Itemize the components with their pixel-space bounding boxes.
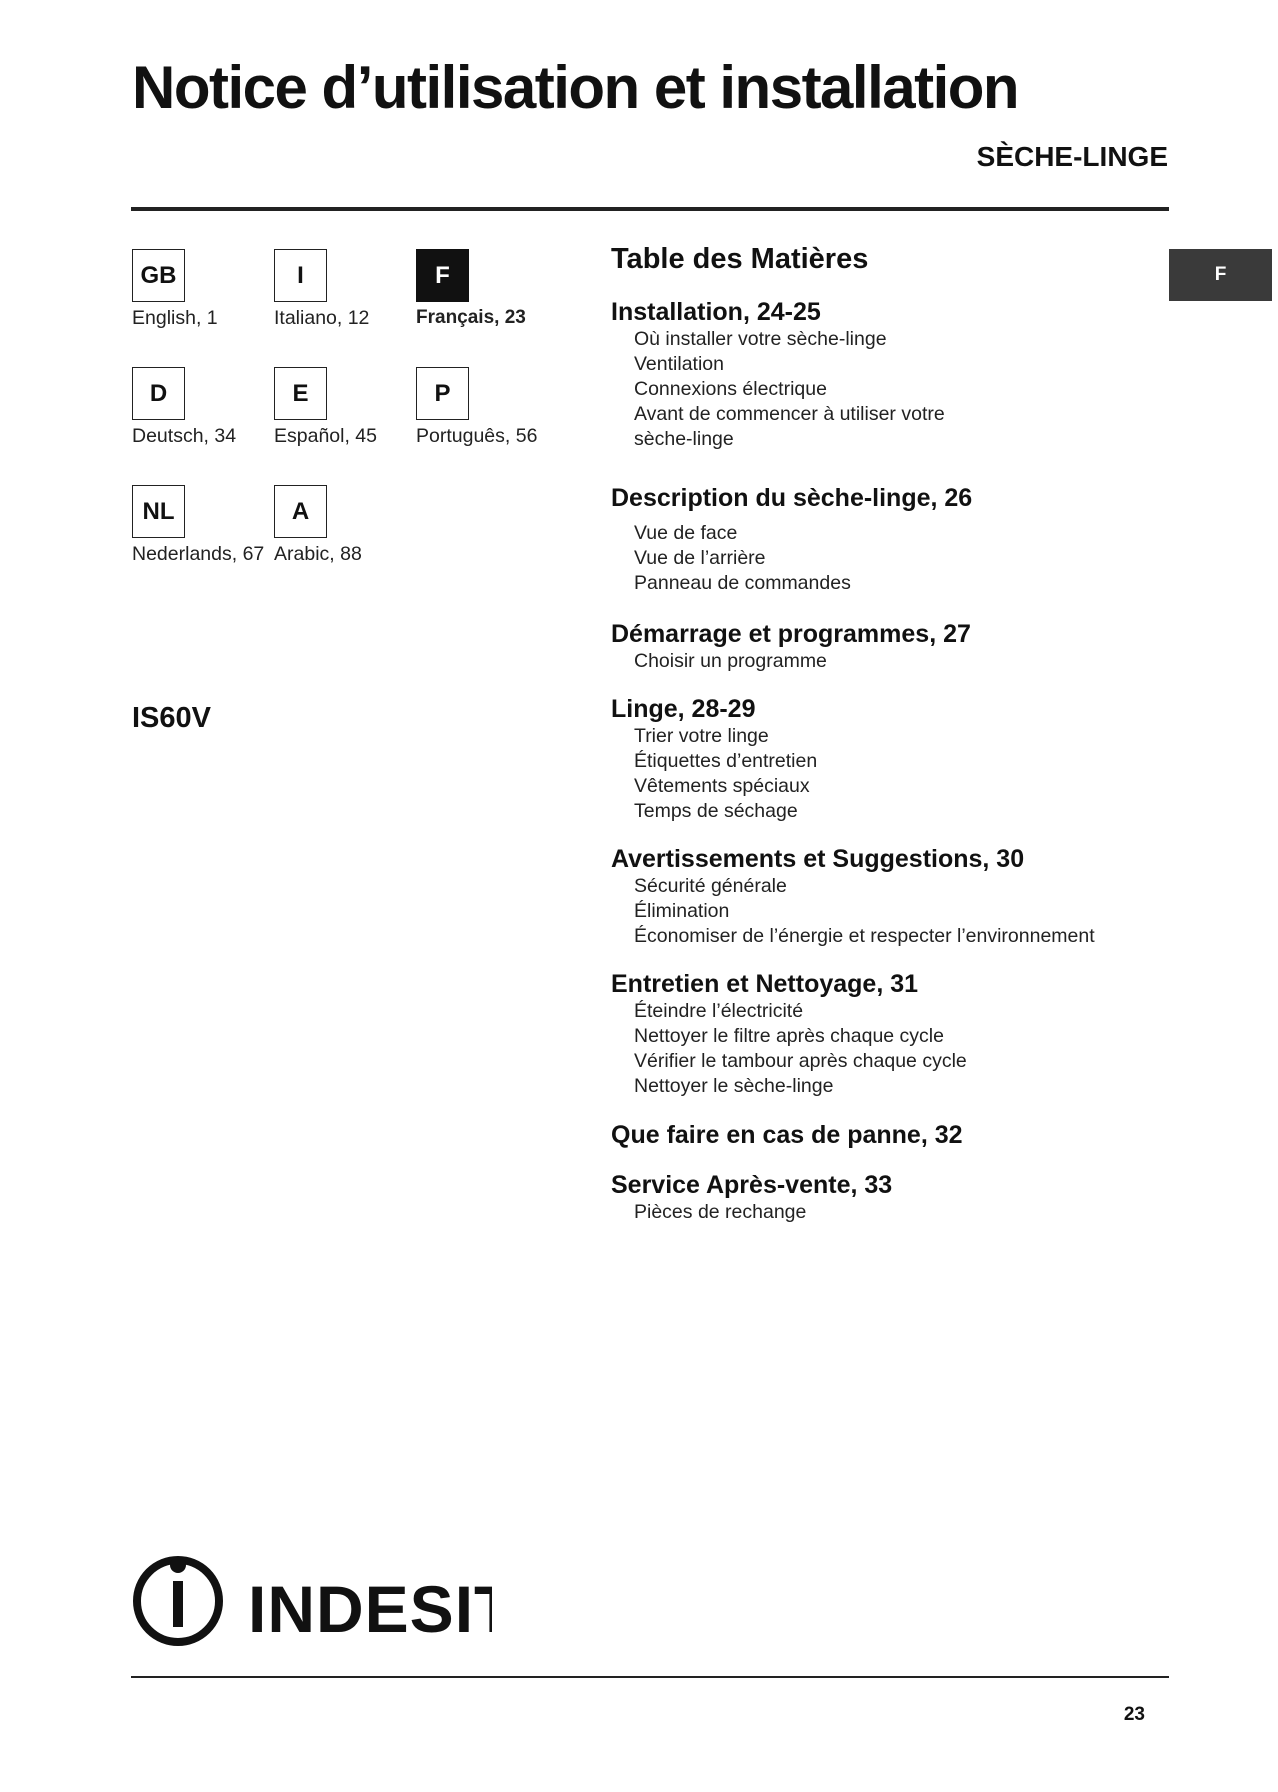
language-item-p[interactable]	[416, 367, 537, 448]
product-type: SÈCHE-LINGE	[976, 141, 1168, 172]
language-side-tab: F	[1169, 249, 1272, 301]
language-code-box: A	[274, 485, 327, 538]
toc-item[interactable]: Choisir un programme	[634, 650, 827, 672]
toc-section-installation	[611, 298, 945, 452]
toc-heading[interactable]: Avertissements et Suggestions, 30	[611, 845, 1025, 873]
toc-heading[interactable]: Installation, 24-25	[611, 298, 821, 326]
toc-heading[interactable]: Entretien et Nettoyage, 31	[611, 970, 919, 998]
language-label: Deutsch, 34	[132, 425, 237, 447]
language-code-box: GB	[132, 249, 185, 302]
toc-item-list	[611, 327, 945, 452]
language-item-gb[interactable]	[132, 249, 218, 330]
model-number: IS60V	[132, 702, 211, 734]
toc-item-list	[611, 724, 817, 824]
language-code-box: NL	[132, 485, 185, 538]
toc-section-description	[611, 484, 972, 596]
toc-item[interactable]: Connexions électrique	[634, 378, 827, 400]
toc-item[interactable]: Nettoyer le filtre après chaque cycle	[634, 1025, 944, 1047]
indesit-logo	[132, 1549, 492, 1654]
language-code-box: I	[274, 249, 327, 302]
toc-section-demarrage	[611, 620, 971, 674]
toc-section-avertissements	[611, 845, 1095, 949]
language-label: Português, 56	[416, 425, 538, 447]
toc-item[interactable]: Temps de séchage	[634, 800, 798, 822]
toc-item-list	[611, 999, 967, 1099]
toc-item[interactable]: Élimination	[634, 900, 730, 922]
toc-item-list	[611, 1200, 892, 1225]
language-item-nl[interactable]	[132, 485, 264, 566]
toc-section-service	[611, 1171, 892, 1225]
toc-section-panne	[611, 1121, 963, 1150]
page-number: 23	[1123, 1704, 1145, 1725]
language-label: Arabic, 88	[274, 543, 362, 565]
svg-text:INDESIT: INDESIT	[248, 1572, 492, 1646]
toc-item[interactable]: Avant de commencer à utiliser votre	[634, 403, 945, 425]
toc-heading[interactable]: Description du sèche-linge, 26	[611, 484, 973, 512]
language-label: Nederlands, 67	[132, 543, 265, 565]
top-divider	[131, 207, 1169, 211]
toc-item[interactable]: Ventilation	[634, 353, 724, 375]
toc-item[interactable]: sèche-linge	[634, 428, 734, 450]
toc-item[interactable]: Vue de l’arrière	[634, 547, 766, 569]
toc-section-linge	[611, 695, 817, 824]
toc-item[interactable]: Nettoyer le sèche-linge	[634, 1075, 834, 1097]
toc-item[interactable]: Trier votre linge	[634, 725, 769, 747]
toc-title: Table des Matières	[611, 243, 869, 275]
toc-item[interactable]: Sécurité générale	[634, 875, 787, 897]
toc-item[interactable]: Éteindre l’électricité	[634, 1000, 804, 1022]
language-item-a[interactable]	[274, 485, 362, 566]
bottom-divider	[131, 1676, 1169, 1678]
language-label-active: Français, 23	[416, 307, 526, 328]
toc-item-list	[611, 874, 1095, 949]
toc-item[interactable]: Où installer votre sèche-linge	[634, 328, 887, 350]
toc-heading[interactable]: Démarrage et programmes, 27	[611, 620, 971, 648]
language-item-d[interactable]	[132, 367, 236, 448]
toc-item-list	[611, 521, 972, 596]
language-code-box: E	[274, 367, 327, 420]
language-code-box: D	[132, 367, 185, 420]
language-item-e[interactable]	[274, 367, 377, 448]
toc-section-entretien	[611, 970, 967, 1099]
language-label: English, 1	[132, 307, 218, 329]
language-code-box: P	[416, 367, 469, 420]
page-title: Notice d’utilisation et installation	[132, 54, 1019, 121]
toc-item[interactable]: Économiser de l’énergie et respecter l’environnement	[634, 925, 1095, 947]
toc-item[interactable]: Panneau de commandes	[634, 572, 851, 594]
toc-item[interactable]: Vérifier le tambour après chaque cycle	[634, 1050, 967, 1072]
indesit-logo-icon	[132, 1549, 492, 1649]
toc-heading[interactable]: Que faire en cas de panne, 32	[611, 1121, 963, 1149]
language-code-box-active: F	[416, 249, 469, 302]
language-label: Italiano, 12	[274, 307, 370, 329]
language-label: Español, 45	[274, 425, 377, 447]
language-item-f[interactable]	[416, 249, 526, 329]
toc-item[interactable]: Vue de face	[634, 522, 738, 544]
toc-item[interactable]: Étiquettes d’entretien	[634, 750, 818, 772]
toc-heading[interactable]: Linge, 28-29	[611, 695, 756, 723]
toc-item[interactable]: Vêtements spéciaux	[634, 775, 810, 797]
toc-item[interactable]: Pièces de rechange	[634, 1201, 807, 1223]
language-item-i[interactable]	[274, 249, 369, 330]
toc-heading[interactable]: Service Après-vente, 33	[611, 1171, 893, 1199]
toc-item-list	[611, 649, 971, 674]
